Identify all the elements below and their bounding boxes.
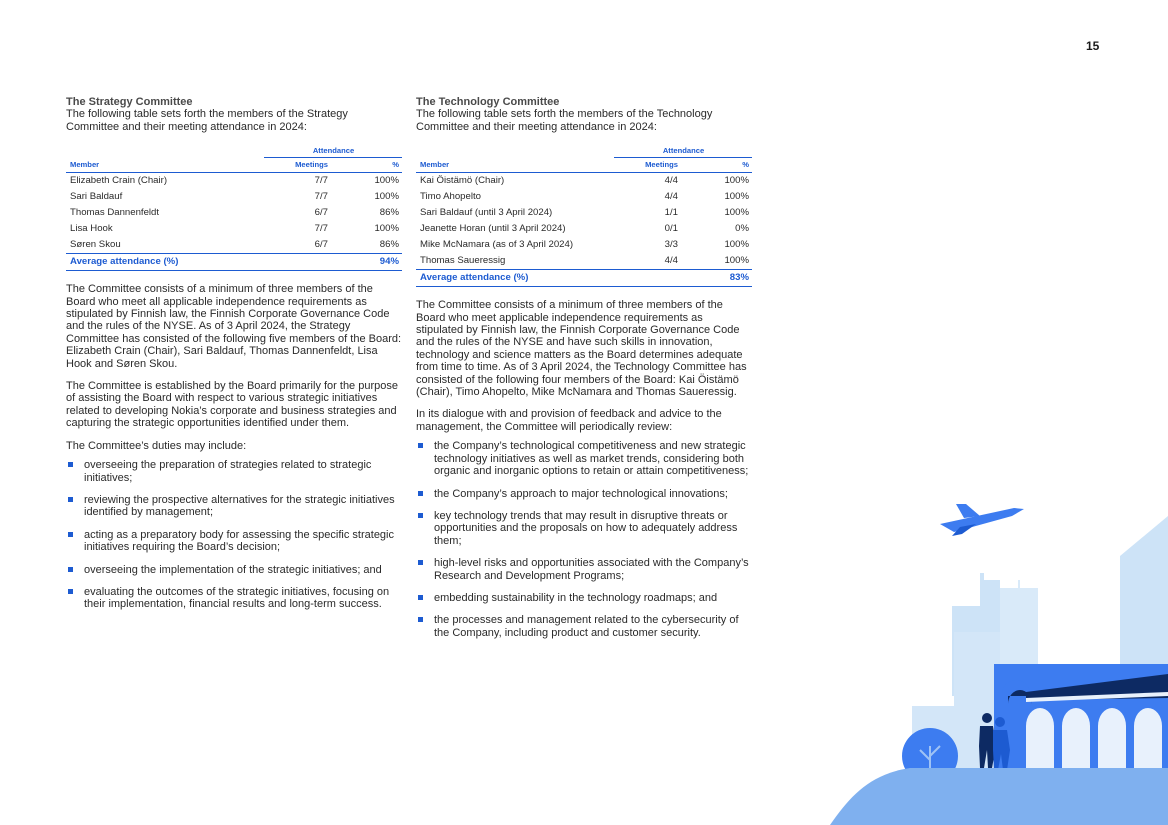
list-item: the Company’s technological competitiveness and new strategic technology initiatives as well as market trends, considering both organic and inorganic options to retain or attain competitiveness; (416, 440, 752, 477)
list-item: overseeing the implementation of the strategic initiatives; and (66, 564, 402, 576)
strategy-purpose-paragraph: The Committee is established by the Board primarily for the purpose of assisting the Board with respect to various strategic initiatives related to developing Nokia’s corporate and business strategies and capturing the strategic opportunities identified under them. (66, 380, 398, 430)
table-row: Thomas Saueressig 4/4 100% (420, 255, 749, 267)
table-row: Sari Baldauf (until 3 April 2024) 1/1 100% (420, 207, 749, 219)
table-row: Jeanette Horan (until 3 April 2024) 0/1 0% (420, 223, 749, 235)
technology-intro: The following table sets forth the members of the Technology Committee and their meeting attendance in 2024: (416, 108, 713, 133)
arched-building (994, 664, 1168, 774)
technology-composition-paragraph: The Committee consists of a minimum of three members of the Board who meet applicable independence requirements as stipulated by Finnish law, the Finnish Corporate Governance Code and the rules of the NYSE and have such skills in innovation, technology and science matters as the Board determines adequate from time to time. As of 3 April 2024, the Technology Committee has consisted of the following four members of the Board: Kai Öistämö (Chair), Timo Ahopelto, Mike McNamara and Thomas Saueressig. (416, 299, 747, 399)
column-header-meetings: Meetings (614, 158, 681, 173)
strategy-committee-section (66, 96, 402, 621)
bullet-square-icon (418, 491, 423, 496)
strategy-duties-intro: The Committee’s duties may include: (66, 439, 247, 452)
strategy-attendance-table (66, 143, 402, 271)
list-item: evaluating the outcomes of the strategic initiatives, focusing on their implementation, financial results and long-term success. (66, 586, 402, 611)
page-number: 15 (1086, 39, 1100, 53)
attendance-group-header: Attendance (264, 143, 402, 158)
bullet-square-icon (418, 443, 423, 448)
attendance-group-header: Attendance (614, 143, 752, 158)
table-row: Sari Baldauf 7/7 100% (70, 191, 399, 203)
table-row: Lisa Hook 7/7 100% (70, 223, 399, 235)
list-item: high-level risks and opportunities associated with the Company’s Research and Development Programs; (416, 557, 752, 582)
list-item: acting as a preparatory body for assessing the specific strategic initiatives requiring the Board’s decision; (66, 529, 402, 554)
average-attendance-row: Average attendance (%) 94% (66, 254, 402, 271)
airplane-icon (940, 504, 1024, 536)
bullet-square-icon (68, 462, 73, 467)
list-item: reviewing the prospective alternatives for the strategic initiatives identified by management; (66, 494, 402, 519)
list-item: the Company’s approach to major technological innovations; (416, 488, 752, 500)
average-attendance-row: Average attendance (%) 83% (416, 270, 752, 287)
column-header-percent: % (681, 158, 752, 173)
strategy-committee-heading: The Strategy Committee (66, 96, 193, 108)
table-row: Søren Skou 6/7 86% (70, 239, 399, 251)
city-illustration (830, 496, 1168, 825)
bullet-square-icon (68, 567, 73, 572)
technology-review-list (416, 440, 752, 639)
list-item: overseeing the preparation of strategies related to strategic initiatives; (66, 459, 402, 484)
ground-hill (830, 768, 1168, 825)
strategy-duties-list (66, 459, 402, 611)
technology-attendance-table (416, 143, 752, 287)
column-header-percent: % (331, 158, 402, 173)
bullet-square-icon (68, 589, 73, 594)
table-row: Kai Öistämö (Chair) 4/4 100% (420, 175, 749, 187)
technology-committee-heading: The Technology Committee (416, 96, 560, 108)
technology-review-intro: In its dialogue with and provision of feedback and advice to the management, the Committee will periodically review: (416, 408, 722, 433)
column-header-meetings: Meetings (264, 158, 331, 173)
list-item: key technology trends that may result in disruptive threats or opportunities and the proposals on how to adequately address them; (416, 510, 752, 547)
technology-committee-section (416, 96, 752, 649)
column-header-member: Member (66, 158, 264, 173)
list-item: embedding sustainability in the technology roadmaps; and (416, 592, 752, 604)
table-row: Elizabeth Crain (Chair) 7/7 100% (70, 175, 399, 187)
bullet-square-icon (68, 497, 73, 502)
bullet-square-icon (418, 595, 423, 600)
table-row: Thomas Dannenfeldt 6/7 86% (70, 207, 399, 219)
table-row: Timo Ahopelto 4/4 100% (420, 191, 749, 203)
bullet-square-icon (68, 532, 73, 537)
list-item: the processes and management related to the cybersecurity of the Company, including product and customer security. (416, 614, 752, 639)
bullet-square-icon (418, 513, 423, 518)
bullet-square-icon (418, 617, 423, 622)
strategy-intro: The following table sets forth the members of the Strategy Committee and their meeting attendance in 2024: (66, 108, 348, 133)
table-row: Mike McNamara (as of 3 April 2024) 3/3 100% (420, 239, 749, 251)
column-header-member: Member (416, 158, 614, 173)
bullet-square-icon (418, 560, 423, 565)
strategy-composition-paragraph: The Committee consists of a minimum of three members of the Board who meet all applicable independence requirements as stipulated by Finnish law, the Finnish Corporate Governance Code and the rules of the NYSE. As of 3 April 2024, the Strategy Committee has consisted of the following five members of the Board: Elizabeth Crain (Chair), Sari Baldauf, Thomas Dannenfeldt, Lisa Hook and Søren Skou. (66, 283, 402, 370)
